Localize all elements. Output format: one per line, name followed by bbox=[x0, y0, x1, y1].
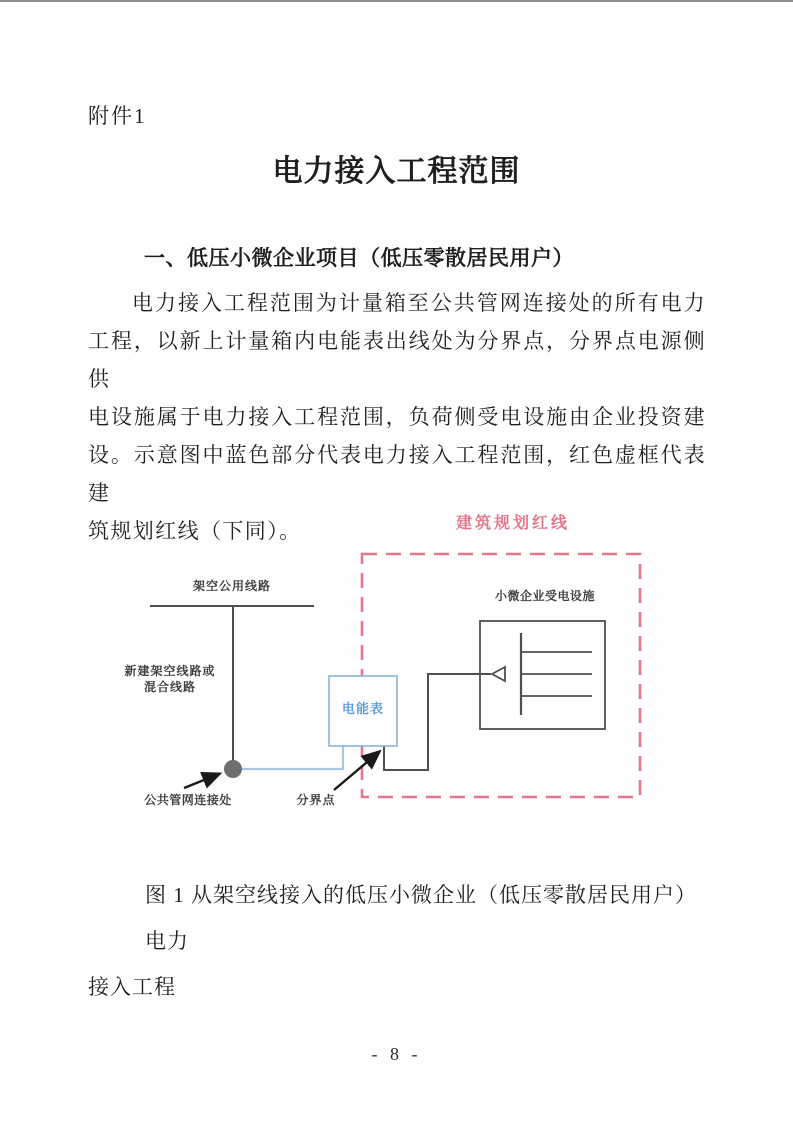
figure-caption-line2: 接入工程 bbox=[88, 975, 176, 999]
paragraph-line: 设。示意图中蓝色部分代表电力接入工程范围，红色虚框代表建 bbox=[88, 443, 706, 505]
connection-point-arrow bbox=[184, 774, 219, 788]
page-title: 电力接入工程范围 bbox=[272, 155, 521, 188]
new-line-label-line1: 新建架空线路或 bbox=[124, 664, 216, 678]
customer-side-wire bbox=[384, 674, 491, 770]
planning-red-line-label: 建筑规划红线 bbox=[455, 515, 570, 532]
attachment-label: 附件1 bbox=[88, 104, 147, 128]
paragraph-line: 筑规划红线（下同）。 bbox=[88, 519, 302, 543]
energy-meter-label: 电能表 bbox=[341, 701, 384, 716]
public-grid-connection-label: 公共管网连接处 bbox=[144, 793, 232, 807]
paragraph-line: 电设施属于电力接入工程范围，负荷侧受电设施由企业投资建 bbox=[88, 405, 706, 429]
page-number: - 8 - bbox=[371, 1044, 422, 1064]
inlet-triangle-symbol bbox=[492, 667, 505, 681]
public-grid-connection-node bbox=[224, 760, 242, 778]
paragraph-line: 工程，以新上计量箱内电能表出线处为分界点，分界点电源侧供 bbox=[88, 329, 706, 391]
power-access-wire-blue bbox=[241, 746, 343, 769]
boundary-point-label: 分界点 bbox=[296, 793, 336, 807]
new-line-label-line2: 混合线路 bbox=[143, 680, 196, 695]
figure-caption bbox=[88, 872, 718, 1010]
paragraph-line: 电力接入工程范围为计量箱至公共管网连接处的所有电力 bbox=[132, 291, 706, 315]
figure-caption-line1: 图 1 从架空线接入的低压小微企业（低压零散居民用户）电力 bbox=[145, 883, 697, 953]
boundary-point-arrow bbox=[334, 752, 379, 790]
overhead-public-line-label: 架空公用线路 bbox=[192, 579, 271, 593]
power-access-diagram bbox=[0, 502, 793, 852]
section-heading: 一、低压小微企业项目（低压零散居民用户） bbox=[144, 246, 574, 270]
new-overhead-or-mixed-line-label bbox=[106, 663, 234, 695]
facility-label: 小微企业受电设施 bbox=[494, 589, 595, 603]
